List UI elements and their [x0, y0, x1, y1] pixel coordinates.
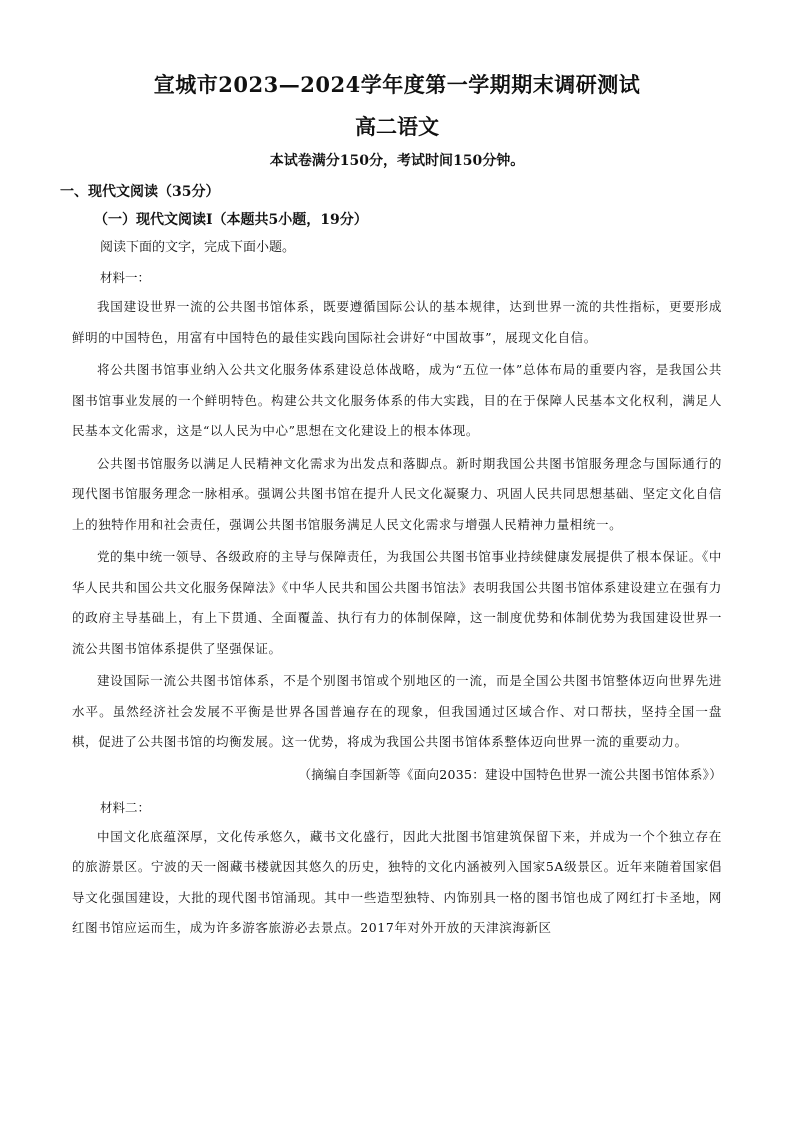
reading-instruction: 阅读下面的文字，完成下面小题。 — [100, 240, 296, 255]
material-one-paragraph: 党的集中统一领导、各级政府的主导与保障责任，为我国公共图书馆事业持续健康发展提供了根本保证。《中华人民共和国公共文化服务保障法》《中华人民共和国公共图书馆法》表明我国公共图书馆体系建设建立在强有力的政府主导基础上，有上下贯通、全面覆盖、执行有力的体制保障，这一制度优势和体制优势为我国建设世界一流公共图书馆体系提供了坚强保证。 — [72, 549, 722, 656]
exam-title: 宣城市2023—2024学年度第一学期期末调研测试 — [153, 72, 641, 97]
exam-subject: 高二语文 — [355, 114, 439, 139]
subsection-heading: （一）现代文阅读Ⅰ（本题共5小题，19分） — [94, 212, 368, 228]
material-two-label: 材料二： — [100, 799, 151, 815]
exam-note: 本试卷满分150分，考试时间150分钟。 — [269, 153, 525, 169]
material-one-paragraph: 我国建设世界一流的公共图书馆体系，既要遵循国际公认的基本规律，达到世界一流的共性指标，更要形成鲜明的中国特色，用富有中国特色的最佳实践向国际社会讲好“中国故事”，展现文化自信。 — [72, 299, 722, 345]
material-one-paragraph: 建设国际一流公共图书馆体系，不是个别图书馆或个别地区的一流，而是全国公共图书馆整体迈向世界先进水平。虽然经济社会发展不平衡是世界各国普遍存在的现象，但我国通过区域合作、对口帮扶，坚持全国一盘棋，促进了公共图书馆的均衡发展。这一优势，将成为我国公共图书馆体系整体迈向世界一流的重要动力。 — [72, 673, 722, 749]
material-two-paragraph: 中国文化底蕴深厚，文化传承悠久，藏书文化盛行，因此大批图书馆建筑保留下来，并成为一个个独立存在的旅游景区。宁波的天一阁藏书楼就因其悠久的历史，独特的文化内涵被列入国家5A级景区。近年来随着国家倡导文化强国建设，大批的现代图书馆涌现。其中一些造型独特、内饰别具一格的图书馆也成了网红打卡圣地，网红图书馆应运而生，成为许多游客旅游必去景点。2017年对外开放的天津滨海新区 — [72, 828, 722, 935]
section-heading: 一、现代文阅读（35分） — [60, 184, 220, 200]
material-one-paragraph: 将公共图书馆事业纳入公共文化服务体系建设总体战略，成为“五位一体”总体布局的重要内容，是我国公共图书馆事业发展的一个鲜明特色。构建公共文化服务体系的伟大实践，目的在于保障人民基本文化权利，满足人民基本文化需求，这是“以人民为中心”思想在文化建设上的根本体现。 — [72, 362, 722, 438]
material-one-source: （摘编自李国新等《面向2035：建设中国特色世界一流公共图书馆体系》） — [298, 766, 722, 782]
material-one-label: 材料一： — [100, 270, 151, 285]
material-one-paragraph: 公共图书馆服务以满足人民精神文化需求为出发点和落脚点。新时期我国公共图书馆服务理念与国际通行的现代图书馆服务理念一脉相承。强调公共图书馆在提升人民文化凝聚力、巩固人民共同思想基础、坚定文化自信上的独特作用和社会责任，强调公共图书馆服务满足人民文化需求与增强人民精神力量相统一。 — [72, 455, 722, 532]
